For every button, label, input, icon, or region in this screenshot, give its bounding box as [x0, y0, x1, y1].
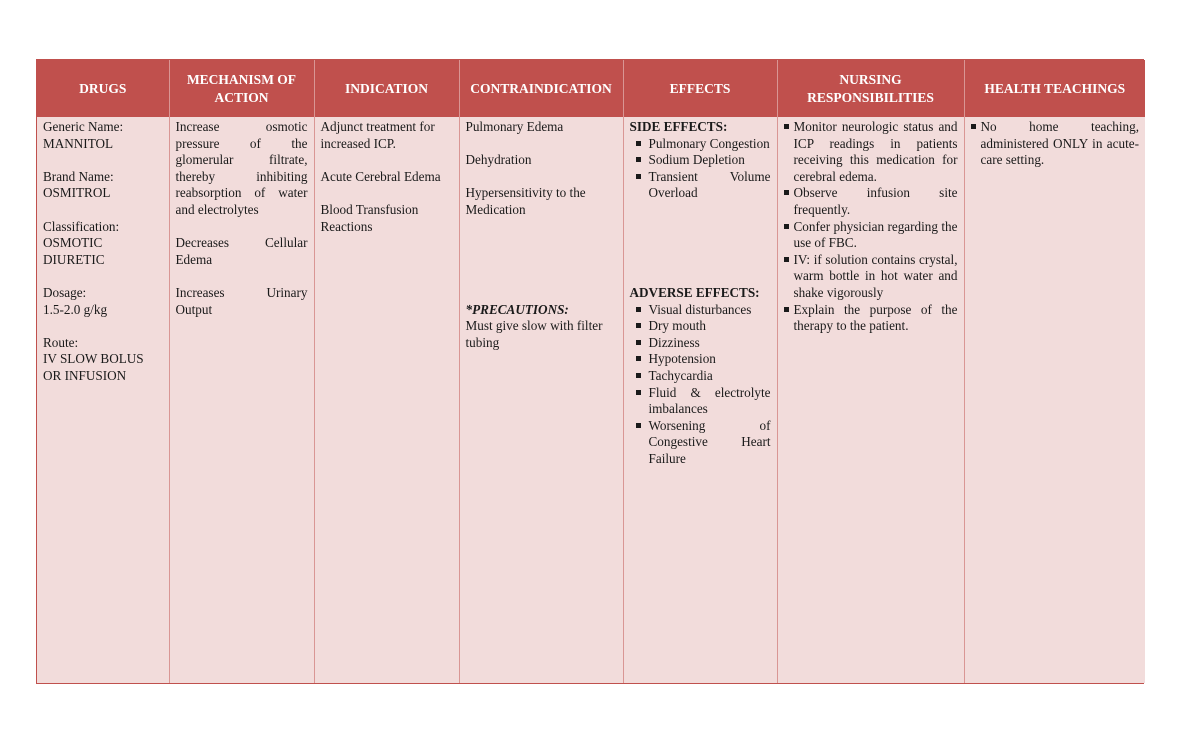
list-item: Tachycardia — [630, 368, 771, 385]
nursing-list — [784, 119, 958, 335]
precautions-label: *PRECAUTIONS: — [465, 301, 569, 317]
list-item: Observe infusion site frequently. — [784, 185, 958, 218]
route-label: Route: — [43, 334, 79, 350]
adverse-effects-label: ADVERSE EFFECTS: — [629, 284, 760, 300]
drug-study-sheet — [36, 59, 1144, 684]
route-value: IV SLOW BOLUS OR INFUSION — [43, 351, 144, 383]
side-effects-list — [630, 136, 771, 202]
mechanism-item: Increase osmotic pressure of the glomerular filtrate, thereby inhibiting reabsorption of water and electrolytes — [175, 119, 308, 217]
cell-indication — [314, 117, 459, 683]
generic-name-value: MANNITOL — [43, 135, 114, 151]
dosage-value: 1.5-2.0 g/kg — [43, 301, 108, 317]
cell-mechanism — [169, 117, 314, 683]
classification-value: OSMOTIC DIURETIC — [43, 235, 105, 267]
classification-block — [43, 219, 163, 269]
contraindication-item: Pulmonary Edema — [465, 119, 564, 134]
cell-contraindication — [459, 117, 623, 683]
header-nursing: NURSING RESPONSIBILITIES — [777, 60, 964, 117]
header-drugs: DRUGS — [37, 60, 169, 117]
generic-name-label: Generic Name: — [43, 119, 124, 134]
contraindication-item: Dehydration — [465, 152, 532, 168]
generic-name-block — [43, 119, 163, 152]
cell-teachings — [964, 117, 1145, 683]
adverse-effects-list — [630, 302, 771, 468]
list-item: Explain the purpose of the therapy to the patient. — [784, 302, 958, 335]
header-row — [37, 60, 1145, 117]
side-effects-label: SIDE EFFECTS: — [629, 119, 728, 134]
classification-label: Classification: — [43, 218, 120, 234]
list-item: Fluid & electrolyte imbalances — [630, 385, 771, 418]
content-row — [37, 117, 1145, 683]
mechanism-item: Increases Urinary Output — [175, 284, 308, 317]
list-item: Monitor neurologic status and ICP readings in patients receiving this medication for cerebral edema. — [784, 119, 958, 185]
list-item: Dizziness — [630, 335, 771, 352]
route-block — [43, 335, 163, 385]
cell-nursing — [777, 117, 964, 683]
list-item: Transient Volume Overload — [630, 169, 771, 202]
list-item: No home teaching, administered ONLY in acute-care setting. — [971, 119, 1140, 169]
list-item: Visual disturbances — [630, 302, 771, 319]
list-item: Dry mouth — [630, 318, 771, 335]
header-contraindication: CONTRAINDICATION — [459, 60, 623, 117]
indication-item: Acute Cerebral Edema — [320, 168, 441, 184]
brand-name-value: OSMITROL — [43, 185, 111, 201]
brand-name-block — [43, 169, 163, 202]
drug-study-table — [37, 60, 1145, 683]
header-effects: EFFECTS — [623, 60, 777, 117]
header-mechanism: MECHANISM OF ACTION — [169, 60, 314, 117]
list-item: Pulmonary Congestion — [630, 136, 771, 153]
dosage-label: Dosage: — [43, 284, 87, 300]
brand-name-label: Brand Name: — [43, 168, 114, 184]
contraindication-item: Hypersensitivity to the Medication — [465, 185, 586, 217]
dosage-block — [43, 285, 163, 318]
list-item: Confer physician regarding the use of FBC. — [784, 219, 958, 252]
precautions-text: Must give slow with filter tubing — [465, 318, 603, 350]
mechanism-item: Decreases Cellular Edema — [175, 235, 308, 267]
teachings-list — [971, 119, 1140, 169]
indication-item: Adjunct treatment for increased ICP. — [320, 119, 435, 151]
list-item: Hypotension — [630, 351, 771, 368]
cell-drugs — [37, 117, 169, 683]
list-item: Sodium Depletion — [630, 152, 771, 169]
header-teachings: HEALTH TEACHINGS — [964, 60, 1145, 117]
list-item: IV: if solution contains crystal, warm bottle in hot water and shake vigorously — [784, 252, 958, 302]
header-indication: INDICATION — [314, 60, 459, 117]
cell-effects — [623, 117, 777, 683]
indication-item: Blood Transfusion Reactions — [320, 201, 419, 234]
list-item: Worsening of Congestive Heart Failure — [630, 418, 771, 468]
